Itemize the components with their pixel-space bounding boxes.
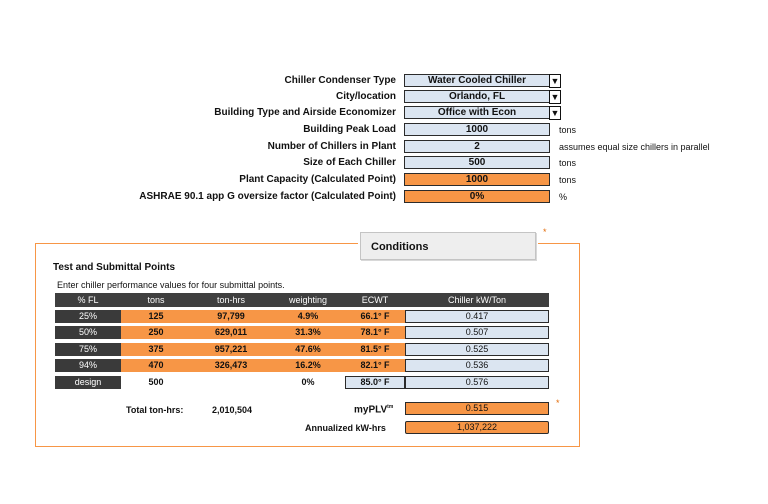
building-type-select[interactable]: Office with Econ: [404, 106, 550, 119]
row-tons: 500: [148, 377, 164, 387]
row-fl: 25%: [55, 310, 121, 323]
test-title: Test and Submittal Points: [53, 262, 176, 273]
header-fl: % FL: [55, 293, 121, 307]
city-select[interactable]: Orlando, FL: [404, 90, 550, 103]
row-ton-hrs: 957,221: [191, 343, 271, 356]
myplv-label: [354, 404, 393, 415]
myplv-tm: tm: [387, 404, 394, 410]
city-label: City/location: [335, 91, 396, 102]
row-kw-ton-input[interactable]: 0.576: [405, 376, 549, 389]
conditions-button[interactable]: Conditions: [360, 232, 536, 260]
oversize-factor-value: 0%: [404, 190, 550, 203]
row-fl: 50%: [55, 326, 121, 339]
header-weighting: weighting: [271, 293, 345, 307]
row-ton-hrs: 97,799: [191, 310, 271, 323]
row-fl: 75%: [55, 343, 121, 356]
chiller-size-label: Size of Each Chiller: [303, 157, 396, 168]
condenser-type-select[interactable]: Water Cooled Chiller: [404, 74, 550, 87]
annualized-kwh-label: Annualized kW-hrs: [305, 423, 386, 433]
row-ecwt: 66.1° F: [345, 310, 405, 323]
total-ton-hrs-value: 2,010,504: [212, 405, 253, 415]
row-ecwt: 81.5° F: [345, 343, 405, 356]
total-ton-hrs-label: Total ton-hrs:: [126, 405, 184, 415]
condenser-type-label: Chiller Condenser Type: [284, 75, 396, 86]
condenser-type-dropdown-icon[interactable]: ▼: [550, 76, 560, 86]
num-chillers-note: assumes equal size chillers in parallel: [559, 142, 710, 152]
annualized-kwh-value: 1,037,222: [405, 421, 549, 434]
header-ton-hrs: ton-hrs: [191, 293, 271, 307]
row-ecwt-input[interactable]: 85.0° F: [345, 376, 405, 389]
myplv-value: 0.515: [405, 402, 549, 415]
row-weighting: 4.9%: [271, 310, 345, 323]
peak-load-input[interactable]: 1000: [404, 123, 550, 136]
row-weighting: 47.6%: [271, 343, 345, 356]
building-type-label: Building Type and Airside Economizer: [214, 107, 396, 118]
row-ecwt: 82.1° F: [345, 359, 405, 372]
num-chillers-label: Number of Chillers in Plant: [267, 141, 396, 152]
row-kw-ton-input[interactable]: 0.507: [405, 326, 549, 339]
peak-load-unit: tons: [559, 125, 577, 135]
city-dropdown-icon[interactable]: ▼: [550, 92, 560, 102]
row-weighting: 31.3%: [271, 326, 345, 339]
header-kw-ton: Chiller kW/Ton: [405, 293, 549, 307]
row-kw-ton-input[interactable]: 0.417: [405, 310, 549, 323]
row-fl: design: [55, 376, 121, 389]
row-kw-ton-input[interactable]: 0.525: [405, 343, 549, 356]
row-ton-hrs: [191, 376, 271, 389]
row-weighting: 0%: [301, 377, 315, 387]
myplv-text: myPLV: [354, 404, 388, 416]
row-fl: 94%: [55, 359, 121, 372]
plant-capacity-label: Plant Capacity (Calculated Point): [239, 174, 396, 185]
header-ecwt: ECWT: [345, 293, 405, 307]
plant-capacity-unit: tons: [559, 175, 577, 185]
chiller-size-input[interactable]: 500: [404, 156, 550, 169]
row-tons: 125: [121, 310, 191, 323]
num-chillers-input[interactable]: 2: [404, 140, 550, 153]
comment-marker-icon: *: [543, 227, 547, 237]
row-tons: 250: [121, 326, 191, 339]
comment-marker-icon: *: [556, 398, 560, 408]
plant-capacity-value: 1000: [404, 173, 550, 186]
row-ecwt: 78.1° F: [345, 326, 405, 339]
chiller-size-unit: tons: [559, 158, 577, 168]
row-weighting: 16.2%: [271, 359, 345, 372]
row-tons: 375: [121, 343, 191, 356]
row-tons: 470: [121, 359, 191, 372]
row-ton-hrs: 629,011: [191, 326, 271, 339]
row-kw-ton-input[interactable]: 0.536: [405, 359, 549, 372]
oversize-factor-label: ASHRAE 90.1 app G oversize factor (Calculated Point): [139, 191, 396, 202]
oversize-factor-unit: %: [559, 192, 568, 202]
header-tons: tons: [121, 293, 191, 307]
building-type-dropdown-icon[interactable]: ▼: [550, 108, 560, 118]
row-ton-hrs: 326,473: [191, 359, 271, 372]
peak-load-label: Building Peak Load: [303, 124, 396, 135]
test-subtitle: Enter chiller performance values for four submittal points.: [57, 280, 285, 290]
